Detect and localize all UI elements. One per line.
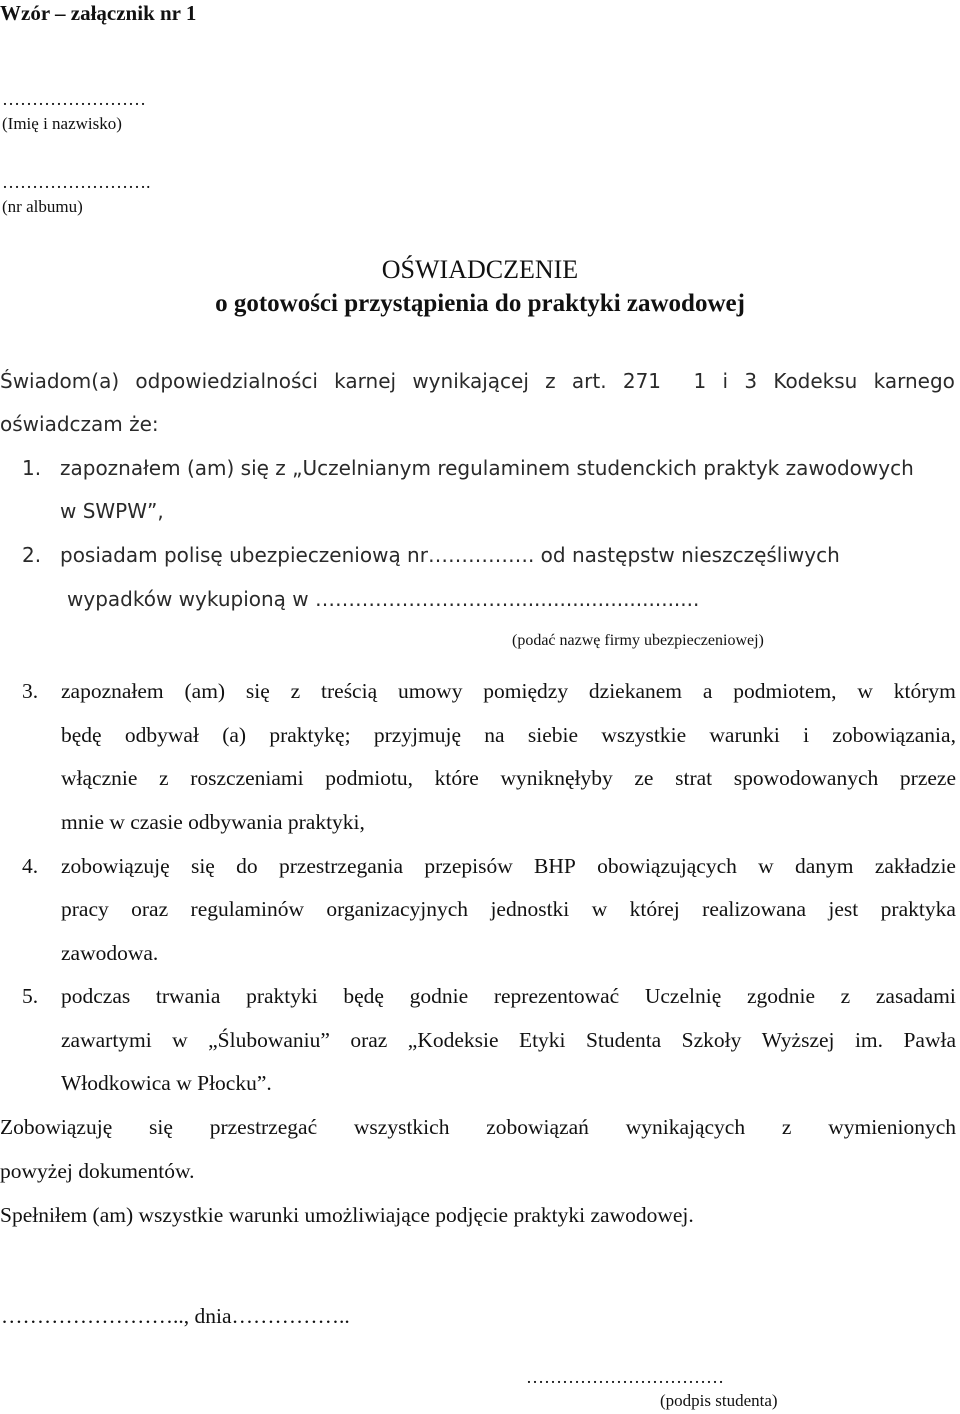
word: i	[722, 369, 729, 393]
signature-caption: (podpis studenta)	[660, 1391, 778, 1410]
word: umowy	[397, 679, 463, 703]
word: zobowiązuję	[61, 854, 170, 878]
item-4-number: 4.	[22, 854, 39, 878]
item-3-number: 3.	[22, 679, 39, 703]
word: organizacyjnych	[326, 897, 469, 921]
place-date-line: …………………….., dnia……………..	[1, 1304, 350, 1328]
signature-dots: ……………………………	[526, 1367, 724, 1387]
commitment-line-2: powyżej dokumentów.	[0, 1159, 195, 1183]
word: warunki	[709, 723, 780, 747]
word: wymienionych	[828, 1115, 956, 1139]
word: zawartymi	[61, 1028, 152, 1052]
album-caption: (nr albumu)	[2, 197, 83, 216]
word: reprezentować	[493, 984, 620, 1008]
word: zobowiązań	[486, 1115, 589, 1139]
word: z	[781, 1115, 792, 1139]
word: Studenta	[585, 1028, 662, 1052]
word: 1	[693, 369, 707, 393]
item-1-number: 1.	[22, 456, 42, 480]
word: BHP	[534, 854, 576, 878]
word: realizowana	[702, 897, 807, 921]
word: ze	[634, 766, 654, 790]
word: zgodnie	[746, 984, 815, 1008]
word: zasadami	[875, 984, 956, 1008]
item-3-line-4: mnie w czasie odbywania praktyki,	[61, 810, 365, 834]
word: której	[629, 897, 680, 921]
word: godnie	[409, 984, 469, 1008]
word: Zobowiązuję	[0, 1115, 113, 1139]
item-2-line-1: posiadam polisę ubezpieczeniową nr……………. od następstw nieszczęśliwych	[60, 543, 840, 567]
word: podmiotu,	[325, 766, 414, 790]
item-5-line-2	[61, 1030, 956, 1052]
intro-line-2: oświadczam że:	[0, 412, 159, 436]
word: odpowiedzialności	[135, 369, 318, 393]
item-3-line-3	[61, 768, 956, 790]
document-title: OŚWIADCZENIE	[381, 255, 579, 284]
word: które	[434, 766, 479, 790]
word: trwania	[155, 984, 221, 1008]
fulfilled-statement: Spełniłem (am) wszystkie warunki umożliwiające podjęcie praktyki zawodowej.	[0, 1203, 694, 1227]
word: się	[190, 854, 215, 878]
item-5-line-1	[61, 986, 956, 1008]
item-3-line-1	[61, 681, 956, 703]
word: karnego	[873, 369, 955, 393]
word: wynikającej	[412, 369, 529, 393]
word: treścią	[321, 679, 378, 703]
word: wyniknęłyby	[500, 766, 613, 790]
word: zakładzie	[874, 854, 956, 878]
word: (am)	[184, 679, 226, 703]
word: obowiązujących	[597, 854, 737, 878]
name-dots: ……………………	[2, 89, 146, 109]
word: im.	[854, 1028, 884, 1052]
word: Kodeksu	[773, 369, 858, 393]
word: regulaminów	[190, 897, 304, 921]
item-3-line-2	[61, 725, 956, 747]
item-1-line-2: w SWPW”,	[60, 499, 164, 523]
word: praktykę;	[269, 723, 351, 747]
item-4-line-1	[61, 856, 956, 878]
document-subtitle: o gotowości przystąpienia do praktyki zawodowej	[215, 290, 745, 317]
item-5-line-3: Włodkowica w Płocku”.	[61, 1071, 272, 1095]
word: strat	[675, 766, 713, 790]
word: zobowiązania,	[832, 723, 956, 747]
word: Uczelnię	[644, 984, 722, 1008]
item-2-number: 2.	[22, 543, 42, 567]
word: w	[172, 1028, 188, 1052]
word: oraz	[350, 1028, 388, 1052]
word: na	[484, 723, 505, 747]
item-4-line-3: zawodowa.	[61, 941, 159, 965]
word: karnej	[334, 369, 397, 393]
word: art.	[571, 369, 607, 393]
word: spowodowanych	[733, 766, 879, 790]
word: przepisów	[424, 854, 513, 878]
word: praktyka	[880, 897, 956, 921]
commitment-line-1	[0, 1117, 956, 1139]
word: 3	[744, 369, 758, 393]
word: pomiędzy	[483, 679, 569, 703]
item-2-line-2: wypadków wykupioną w ………………………….............................	[67, 587, 700, 611]
item-5-number: 5.	[22, 984, 39, 1008]
name-caption: (Imię i nazwisko)	[2, 114, 122, 133]
word: dziekanem	[588, 679, 683, 703]
word: roszczeniami	[190, 766, 304, 790]
word: przyjmuję	[373, 723, 462, 747]
word: z	[290, 679, 301, 703]
word: w	[758, 854, 774, 878]
word: 271	[622, 369, 662, 393]
word: się	[245, 679, 270, 703]
word: w	[857, 679, 873, 703]
word: a	[702, 679, 713, 703]
word: przestrzegania	[278, 854, 404, 878]
word: „Kodeksie	[407, 1028, 499, 1052]
item-4-line-2	[61, 899, 956, 921]
word: z	[545, 369, 556, 393]
word: podczas	[61, 984, 131, 1008]
word: podmiotem,	[733, 679, 837, 703]
album-dots: …………………….	[2, 172, 151, 192]
word: którym	[893, 679, 956, 703]
word: „Ślubowaniu”	[208, 1028, 330, 1052]
word: danym	[794, 854, 854, 878]
word: będę	[343, 984, 384, 1008]
word: Pawła	[903, 1028, 956, 1052]
word: Świadom(a)	[0, 369, 120, 393]
word: zapoznałem	[61, 679, 164, 703]
word: oraz	[131, 897, 169, 921]
word: wszystkie	[601, 723, 687, 747]
word: będę	[61, 723, 102, 747]
word: przestrzegać	[209, 1115, 318, 1139]
word: praktyki	[246, 984, 318, 1008]
word: pracy	[61, 897, 109, 921]
word: włącznie	[61, 766, 138, 790]
word: odbywał	[124, 723, 199, 747]
word: z	[159, 766, 169, 790]
word: z	[840, 984, 851, 1008]
word: się	[149, 1115, 173, 1139]
word: Etyki	[518, 1028, 566, 1052]
word: jednostki	[490, 897, 570, 921]
word: wynikających	[625, 1115, 746, 1139]
word: Wyższej	[761, 1028, 835, 1052]
item-1-line-1: zapoznałem (am) się z „Uczelnianym regulaminem studenckich praktyk zawodowych	[60, 456, 914, 480]
word: jest	[828, 897, 859, 921]
word: w	[591, 897, 608, 921]
word: Szkoły	[681, 1028, 742, 1052]
item-2-caption: (podać nazwę firmy ubezpieczeniowej)	[512, 632, 764, 649]
word: (a)	[222, 723, 247, 747]
word: przeze	[899, 766, 956, 790]
template-label: Wzór – załącznik nr 1	[0, 1, 197, 25]
word: i	[803, 723, 810, 747]
word: wszystkich	[353, 1115, 450, 1139]
intro-line-1	[0, 371, 955, 391]
word: do	[236, 854, 258, 878]
word: siebie	[527, 723, 579, 747]
